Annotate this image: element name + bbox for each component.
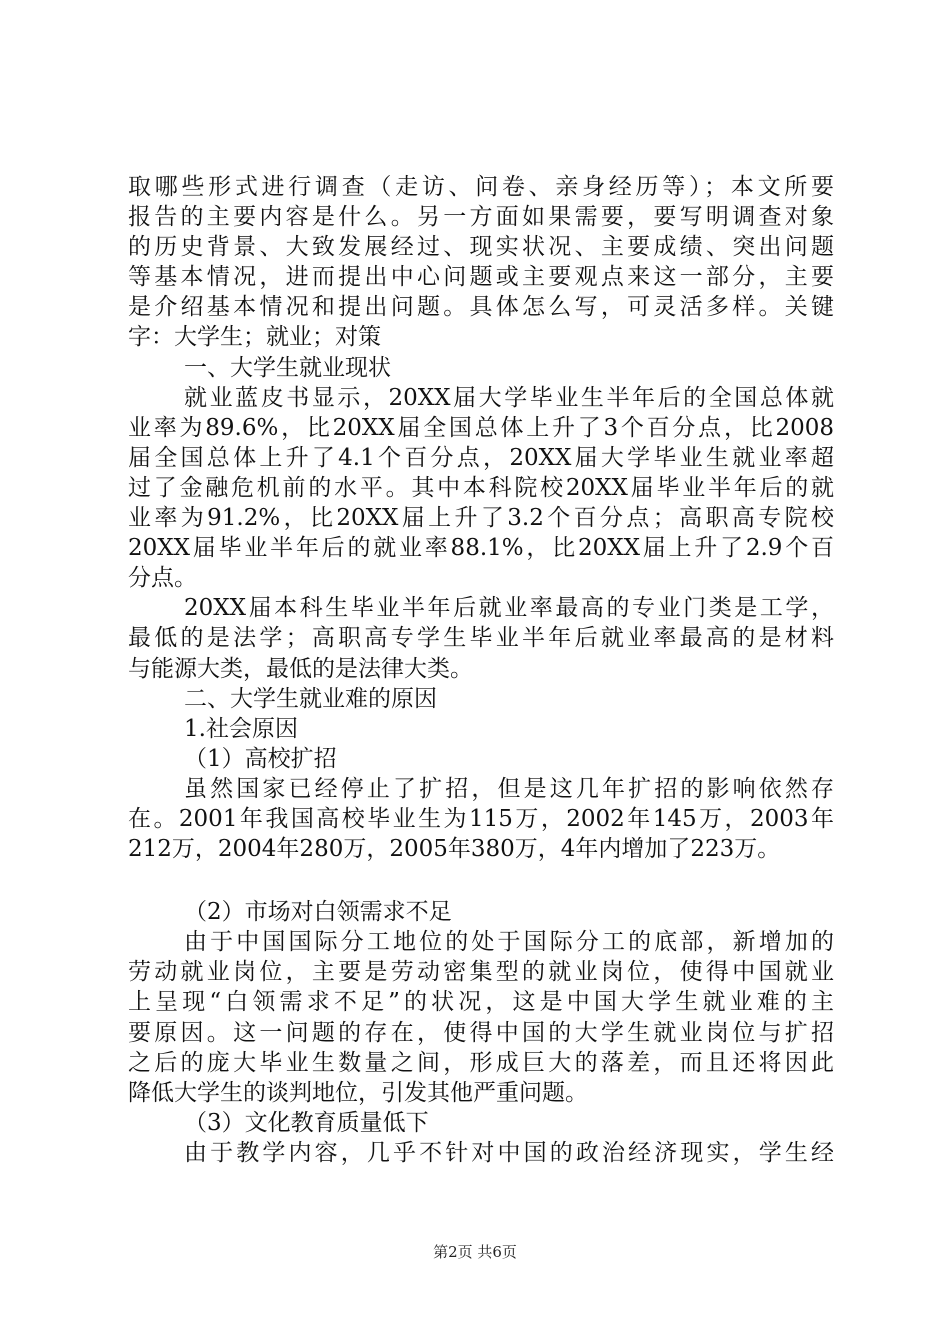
text-line: 业率为89.6%，比20XX届全国总体上升了3个百分点，比2008 xyxy=(128,414,834,441)
text-line: 虽然国家已经停止了扩招，但是这几年扩招的影响依然存 xyxy=(184,775,834,802)
text-line: 的历史背景、大致发展经过、现实状况、主要成绩、突出问题 xyxy=(128,234,834,261)
text-line: 一、大学生就业现状 xyxy=(184,354,391,381)
text-line: 劳动就业岗位，主要是劳动密集型的就业岗位，使得中国就业 xyxy=(128,959,834,986)
text-line: 在。2001年我国高校毕业生为115万，2002年145万，2003年 xyxy=(128,805,834,832)
text-line: 20XX届毕业半年后的就业率88.1%，比20XX届上升了2.9个百 xyxy=(128,535,834,562)
text-line: 报告的主要内容是什么。另一方面如果需要，要写明调查对象 xyxy=(128,204,834,231)
text-line: 之后的庞大毕业生数量之间，形成巨大的落差，而且还将因此 xyxy=(128,1049,834,1076)
page-footer: 第2页 共6页 xyxy=(433,1243,517,1261)
text-line: （3）文化教育质量低下 xyxy=(184,1109,429,1136)
document-body xyxy=(128,172,834,1168)
text-line: 届全国总体上升了4.1个百分点，20XX届大学毕业生就业率超 xyxy=(128,444,834,471)
text-line: 由于教学内容，几乎不针对中国的政治经济现实，学生经 xyxy=(184,1139,834,1166)
text-line: 字：大学生；就业；对策 xyxy=(128,324,381,351)
text-line: 20XX届本科生毕业半年后就业率最高的专业门类是工学， xyxy=(184,595,834,622)
text-line: 是介绍基本情况和提出问题。具体怎么写，可灵活多样。关键 xyxy=(128,294,834,321)
text-line: 最低的是法学；高职高专学生毕业半年后就业率最高的是材料 xyxy=(128,625,834,652)
text-line: 由于中国国际分工地位的处于国际分工的底部，新增加的 xyxy=(184,929,834,956)
text-line: （1）高校扩招 xyxy=(184,745,337,772)
text-line: 分点。 xyxy=(128,565,197,592)
blank-line xyxy=(128,864,834,897)
text-line: 等基本情况，进而提出中心问题或主要观点来这一部分，主要 xyxy=(128,264,834,291)
text-line: 与能源大类，最低的是法律大类。 xyxy=(128,655,473,682)
text-line: 降低大学生的谈判地位，引发其他严重问题。 xyxy=(128,1079,588,1106)
text-line: （2）市场对白领需求不足 xyxy=(184,899,452,926)
text-line: 就业蓝皮书显示，20XX届大学毕业生半年后的全国总体就 xyxy=(184,384,834,411)
text-line: 1.社会原因 xyxy=(184,715,298,742)
text-line: 要原因。这一问题的存在，使得中国的大学生就业岗位与扩招 xyxy=(128,1019,834,1046)
text-line: 过了金融危机前的水平。其中本科院校20XX届毕业半年后的就 xyxy=(128,474,834,501)
text-line: 212万，2004年280万，2005年380万，4年内增加了223万。 xyxy=(128,836,781,863)
text-line: 上呈现“白领需求不足”的状况，这是中国大学生就业难的主 xyxy=(128,989,834,1016)
text-line: 取哪些形式进行调查（走访、问卷、亲身经历等）；本文所要 xyxy=(128,174,834,200)
text-line: 二、大学生就业难的原因 xyxy=(184,685,437,712)
text-line: 业率为91.2%，比20XX届上升了3.2个百分点；高职高专院校 xyxy=(128,505,834,532)
